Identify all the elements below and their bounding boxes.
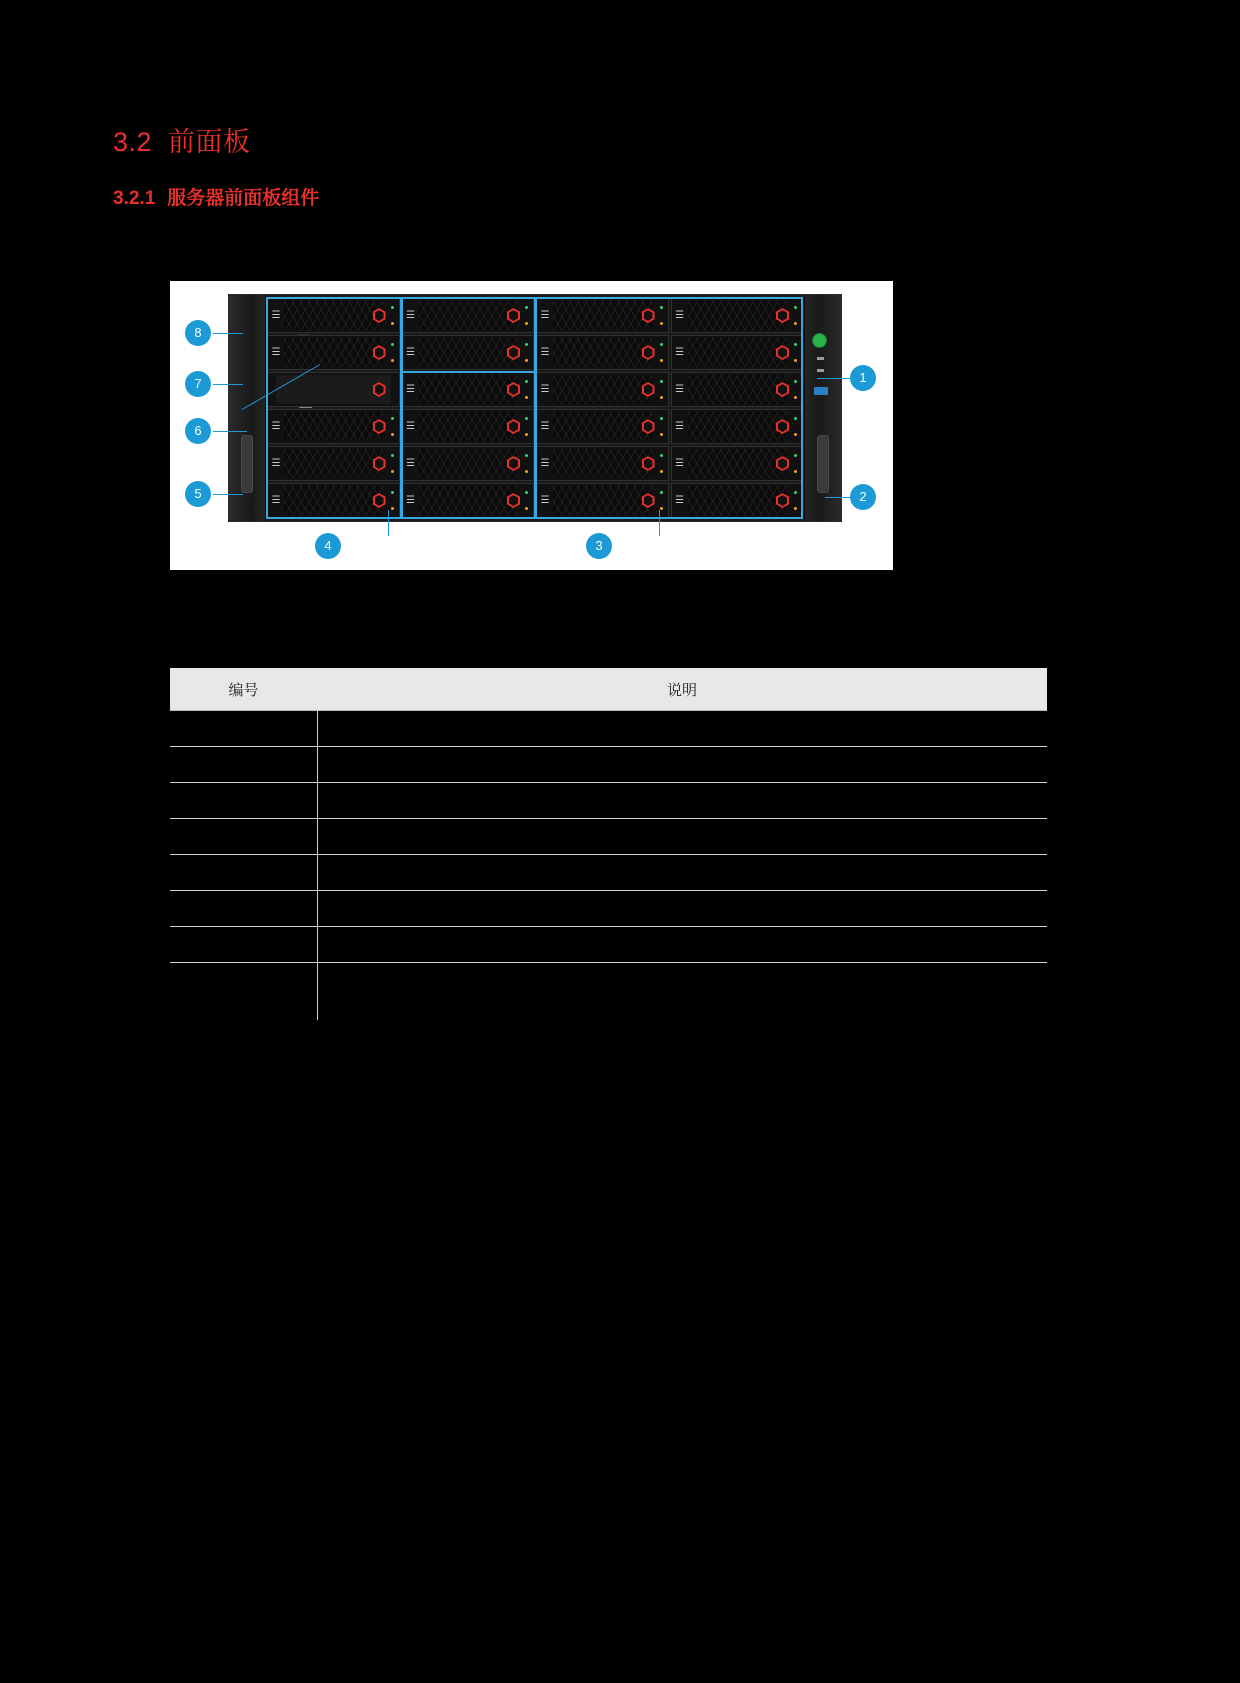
table-row [170,891,1047,927]
front-panel-components-table [170,668,1047,998]
cell-number [170,819,317,855]
table-row [170,963,1047,999]
drive-latch-icon: ☰ [406,346,415,358]
drive-bay [402,409,535,444]
drive-bay-blank [267,372,400,407]
leader-line-6 [213,431,247,432]
callout-3: 3 [586,533,612,559]
callout-2: 2 [850,484,876,510]
drive-bay [671,335,804,370]
section-heading [113,120,251,159]
drive-latch-icon: ☰ [675,494,684,506]
right-ear-handle [817,435,829,493]
cell-description [317,891,1047,927]
drive-bay [536,372,669,407]
drive-bay [402,446,535,481]
server-chassis [228,294,842,522]
cell-number [170,927,317,963]
drive-latch-icon: ☰ [406,457,415,469]
drive-bay [536,483,669,518]
status-led-icon [817,357,824,360]
cell-description [317,783,1047,819]
cell-number [170,783,317,819]
table-row [170,747,1047,783]
drive-bay [671,372,804,407]
callout-4: 4 [315,533,341,559]
table-body [170,711,1047,999]
leader-line-8 [213,333,243,334]
table-row [170,711,1047,747]
cell-description [317,927,1047,963]
callout-7: 7 [185,371,211,397]
subsection-title: 服务器前面板组件 [167,188,320,209]
drive-latch-icon: ☰ [675,457,684,469]
drive-bay [536,335,669,370]
drive-bay [267,483,400,518]
drive-latch-icon: ☰ [406,494,415,506]
power-button-icon[interactable] [812,333,827,348]
drive-latch-icon: ☰ [271,346,281,358]
leader-line-3 [659,510,660,536]
drive-latch-icon: ☰ [271,309,281,321]
status-led-icon [817,369,824,372]
cell-description [317,963,1047,999]
table-header-row [170,668,1047,711]
drive-latch-icon: ☰ [540,420,550,432]
drive-latch-icon: ☰ [540,383,550,395]
drive-latch-icon: ☰ [271,494,281,506]
drive-latch-icon: ☰ [540,309,550,321]
callout-6: 6 [185,418,211,444]
drive-latch-icon: ☰ [675,383,684,395]
drive-bay [671,483,804,518]
cell-description [317,711,1047,747]
callout-1: 1 [850,365,876,391]
drive-bay [402,483,535,518]
left-ear-handle [241,435,253,493]
drive-bay [671,446,804,481]
cell-number [170,711,317,747]
drive-latch-icon: ☰ [675,346,684,358]
cell-number [170,747,317,783]
callout-8: 8 [185,320,211,346]
drive-bay [536,446,669,481]
drive-latch-icon: ☰ [540,494,550,506]
drive-latch-icon: ☰ [406,420,415,432]
cell-number [170,963,317,999]
subsection-number: 3.2.1 [113,188,156,209]
table-row [170,819,1047,855]
drive-latch-icon: ☰ [271,420,281,432]
drive-bay [267,335,400,370]
drive-bay [267,409,400,444]
column-header-description: 说明 [317,668,1047,711]
section-title: 前面板 [168,127,251,157]
drive-bay [536,298,669,333]
subsection-heading [113,183,319,210]
column-header-number: 编号 [170,668,317,711]
drive-latch-icon: ☰ [540,457,550,469]
cell-number [170,891,317,927]
cell-number [170,855,317,891]
table-row [170,927,1047,963]
drive-bay [671,298,804,333]
drive-bay [267,446,400,481]
leader-line-4 [388,510,389,536]
drive-bay [267,298,400,333]
drive-latch-icon: ☰ [271,457,281,469]
drive-bay [402,335,535,370]
table-trailing-divider [317,980,318,1020]
drive-bay-grid [267,298,803,518]
drive-latch-icon: ☰ [540,346,550,358]
drive-bay [402,372,535,407]
table-row [170,855,1047,891]
section-number: 3.2 [113,127,153,157]
leader-line-5 [213,494,243,495]
drive-latch-icon: ☰ [406,309,415,321]
drive-bay [402,298,535,333]
front-panel-figure [170,281,893,570]
cell-description [317,819,1047,855]
drive-latch-icon: ☰ [675,420,684,432]
drive-latch-icon: ☰ [675,309,684,321]
drive-bay [536,409,669,444]
leader-line-7 [213,384,243,385]
callout-5: 5 [185,481,211,507]
cell-description [317,747,1047,783]
drive-bay [671,409,804,444]
front-usb-port-icon [814,387,828,395]
cell-description [317,855,1047,891]
drive-latch-icon: ☰ [406,383,415,395]
table-row [170,783,1047,819]
